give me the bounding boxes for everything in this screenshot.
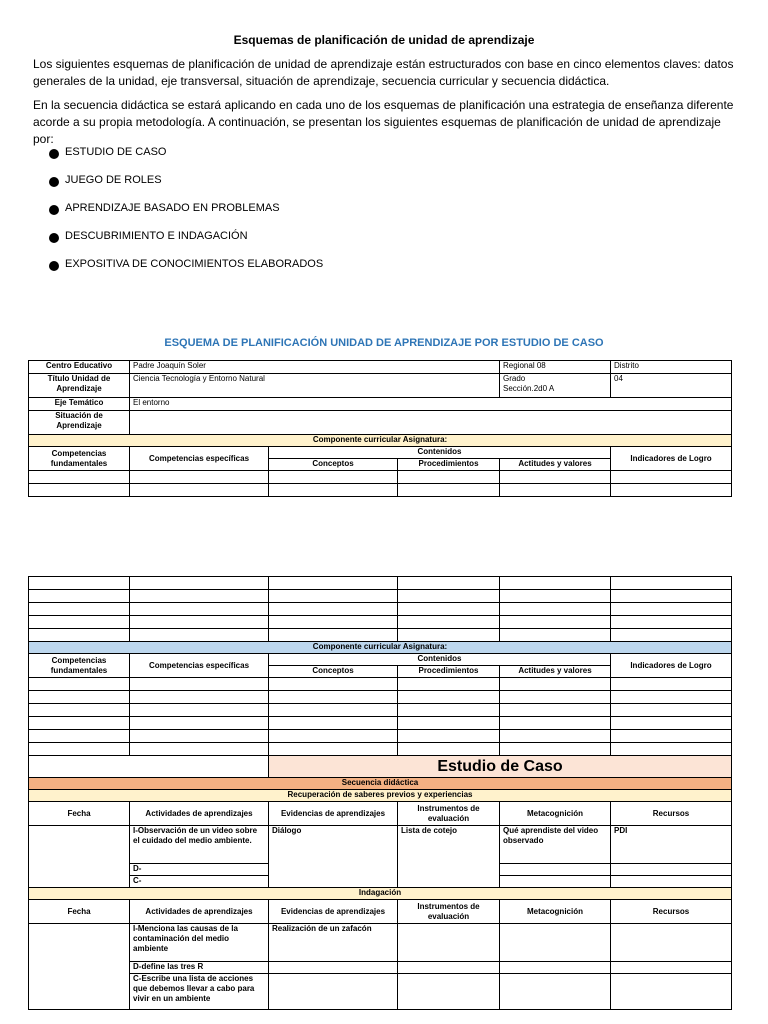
table-row bbox=[29, 717, 732, 730]
recuperacion-fecha bbox=[29, 826, 130, 888]
col-contenidos-2: Contenidos bbox=[269, 654, 611, 666]
table-row bbox=[29, 484, 732, 497]
planning-continuation-table bbox=[28, 576, 732, 1010]
col-procedimientos-2: Procedimientos bbox=[398, 666, 500, 678]
table-row bbox=[29, 629, 732, 642]
componente-label: Componente curricular Asignatura: bbox=[29, 435, 732, 447]
col-procedimientos: Procedimientos bbox=[398, 459, 500, 471]
table-row bbox=[29, 590, 732, 603]
col-instrumentos-2: Instrumentos de evaluación bbox=[398, 900, 500, 924]
distrito-value: 04 bbox=[611, 374, 732, 398]
col-conceptos: Conceptos bbox=[269, 459, 398, 471]
secuencia-label: Secuencia didáctica bbox=[29, 778, 732, 790]
titulo-label: Título Unidad de Aprendizaje bbox=[29, 374, 130, 398]
list-item: JUEGO DE ROLES bbox=[49, 174, 323, 202]
col-instrumentos: Instrumentos de evaluación bbox=[398, 802, 500, 826]
table-row bbox=[29, 730, 732, 743]
list-item: APRENDIZAJE BASADO EN PROBLEMAS bbox=[49, 202, 323, 230]
list-item: ESTUDIO DE CASO bbox=[49, 146, 323, 174]
titulo-value: Ciencia Tecnología y Entorno Natural bbox=[130, 374, 500, 398]
table-row bbox=[29, 743, 732, 756]
indagacion-actividad-d: D-define las tres R bbox=[130, 962, 269, 974]
indagacion-evidencia: Realización de un zafacón bbox=[269, 924, 398, 962]
situacion-label: Situación de Aprendizaje bbox=[29, 411, 130, 435]
bullet-icon bbox=[49, 233, 59, 243]
grado-label: Grado bbox=[503, 374, 526, 383]
seccion-label: Sección.2d0 A bbox=[503, 384, 555, 393]
col-fecha-2: Fecha bbox=[29, 900, 130, 924]
strategy-list bbox=[49, 146, 323, 286]
planning-header-table bbox=[28, 360, 732, 497]
document-title: Esquemas de planificación de unidad de aprendizaje bbox=[233, 33, 535, 47]
list-item: EXPOSITIVA DE CONOCIMIENTOS ELABORADOS bbox=[49, 258, 323, 286]
col-conceptos-2: Conceptos bbox=[269, 666, 398, 678]
recuperacion-label: Recuperación de saberes previos y experiencias bbox=[29, 790, 732, 802]
col-indicadores-2: Indicadores de Logro bbox=[611, 654, 732, 678]
col-comp-esp: Competencias específicas bbox=[130, 447, 269, 471]
table-row bbox=[29, 471, 732, 484]
intro-paragraph-1: Los siguientes esquemas de planificación de unidad de aprendizaje están estructurados con base en cinco elementos claves: datos generales de la unidad, eje transversal, situación de aprendizaje, secuencia curricular y secuencia didáctica. bbox=[33, 57, 734, 88]
eje-value: El entorno bbox=[130, 398, 732, 411]
list-item: DESCUBRIMIENTO E INDAGACIÓN bbox=[49, 230, 323, 258]
recuperacion-instrumento: Lista de cotejo bbox=[398, 826, 500, 888]
intro-paragraph-2: En la secuencia didáctica se estará aplicando en cada uno de los esquemas de planificación una estrategia de enseñanza diferente acorde a su propia metodología. A continuación, se presentan los siguientes esquemas de planificación de unidad de aprendizaje por: bbox=[33, 98, 734, 146]
col-metacognicion-2: Metacognición bbox=[500, 900, 611, 924]
regional-label: Regional 08 bbox=[500, 361, 611, 374]
distrito-label: Distrito bbox=[611, 361, 732, 374]
table-row bbox=[29, 577, 732, 590]
col-evidencias-2: Evidencias de aprendizajes bbox=[269, 900, 398, 924]
recuperacion-actividad-d: D- bbox=[130, 864, 269, 876]
bullet-icon bbox=[49, 149, 59, 159]
col-recursos: Recursos bbox=[611, 802, 732, 826]
col-fecha: Fecha bbox=[29, 802, 130, 826]
col-contenidos: Contenidos bbox=[269, 447, 611, 459]
col-actividades-2: Actividades de aprendizajes bbox=[130, 900, 269, 924]
col-actividades: Actividades de aprendizajes bbox=[130, 802, 269, 826]
col-comp-fund-2: Competencias fundamentales bbox=[29, 654, 130, 678]
indagacion-actividad-i: I-Menciona las causas de la contaminación del medio ambiente bbox=[130, 924, 269, 962]
recuperacion-actividad-c: C- bbox=[130, 876, 269, 888]
recuperacion-actividad-i: I-Observación de un video sobre el cuidado del medio ambiente. bbox=[130, 826, 269, 864]
scheme-title: ESQUEMA DE PLANIFICACIÓN UNIDAD DE APRENDIZAJE POR ESTUDIO DE CASO bbox=[164, 337, 604, 349]
col-actitudes: Actitudes y valores bbox=[500, 459, 611, 471]
bullet-icon bbox=[49, 205, 59, 215]
col-comp-esp-2: Competencias específicas bbox=[130, 654, 269, 678]
table-row bbox=[29, 678, 732, 691]
recuperacion-evidencia: Diálogo bbox=[269, 826, 398, 888]
table-row bbox=[29, 704, 732, 717]
col-indicadores: Indicadores de Logro bbox=[611, 447, 732, 471]
eje-label: Eje Temático bbox=[29, 398, 130, 411]
centro-label: Centro Educativo bbox=[29, 361, 130, 374]
case-title: Estudio de Caso bbox=[269, 756, 732, 778]
table-row bbox=[29, 691, 732, 704]
table-row bbox=[29, 616, 732, 629]
case-title-spacer bbox=[29, 756, 269, 778]
grado-cell bbox=[500, 374, 611, 398]
bullet-icon bbox=[49, 261, 59, 271]
col-evidencias: Evidencias de aprendizajes bbox=[269, 802, 398, 826]
recuperacion-metacognicion: Qué aprendiste del video observado bbox=[500, 826, 611, 864]
bullet-icon bbox=[49, 177, 59, 187]
col-comp-fund: Competencias fundamentales bbox=[29, 447, 130, 471]
indagacion-label: Indagación bbox=[29, 888, 732, 900]
table-row bbox=[29, 603, 732, 616]
indagacion-actividad-c: C-Escribe una lista de acciones que debemos llevar a cabo para vivir en un ambiente bbox=[130, 974, 269, 1010]
recuperacion-recurso: PDI bbox=[611, 826, 732, 864]
col-recursos-2: Recursos bbox=[611, 900, 732, 924]
col-metacognicion: Metacognición bbox=[500, 802, 611, 826]
situacion-value bbox=[130, 411, 732, 435]
centro-value: Padre Joaquín Soler bbox=[130, 361, 500, 374]
indagacion-fecha bbox=[29, 924, 130, 1010]
componente-label-2: Componente curricular Asignatura: bbox=[29, 642, 732, 654]
col-actitudes-2: Actitudes y valores bbox=[500, 666, 611, 678]
